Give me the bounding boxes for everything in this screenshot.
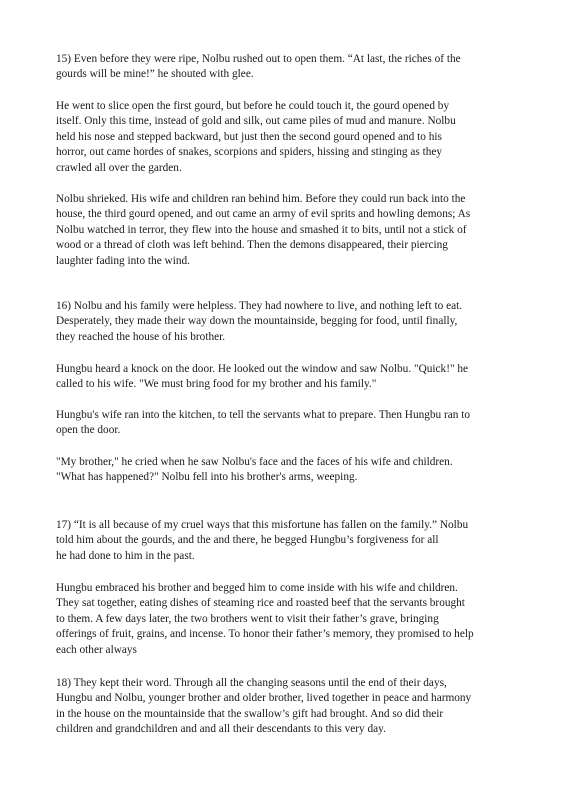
paragraph-17-embrace: Hungbu embraced his brother and begged him to come inside with his wife and children. They sat together, eating dishes of steaming rice and roasted beef that the servants brought to them. A few days later, the two brothers went to visit their father’s grave, bringing offerings of fruit, grains, and incense. To honor their father’s memory, they promised to help each other always [56, 582, 474, 656]
paragraph-16-kitchen: Hungbu's wife ran into the kitchen, to tell the servants what to prepare. Then Hungbu ran to open the door. [56, 409, 471, 437]
paragraph-16-helpless: 16) Nolbu and his family were helpless. They had nowhere to live, and nothing left to eat. Desperately, they made their way down the mountainside, begging for food, until finally, they reached the house of his brother. [56, 300, 463, 343]
paragraph-15-first-gourds: He went to slice open the first gourd, but before he could touch it, the gourd opened by itself. Only this time, instead of gold and silk, out came piles of mud and manure. Nolbu held his nose and stepped backward, but just then the second gourd opened and to his horror, out came hordes of snakes, scorpions and spiders, hissing and stinging as they crawled all over the garden. [56, 100, 456, 174]
paragraph-15-intro: 15) Even before they were ripe, Nolbu rushed out to open them. “At last, the riches of the gourds will be mine!” he shouted with glee. [56, 53, 461, 81]
paragraph-18-ending: 18) They kept their word. Through all the changing seasons until the end of their days, Hungbu and Nolbu, younger brother and older brother, lived together in peace and harmony in the house on the mountainside that the swallow’s gift had brought. And so did their children and grandchildren and and all their descendants to this very day. [56, 677, 472, 736]
paragraph-17-confession: 17) “It is all because of my cruel ways that this misfortune has fallen on the family.” Nolbu told him about the gourds, and the and there, he begged Hungbu’s forgiveness for all he had done to him in the past. [56, 519, 469, 562]
paragraph-15-third-gourd: Nolbu shrieked. His wife and children ran behind him. Before they could run back into the house, the third gourd opened, and out came an army of evil sprits and howling demons; As Nolbu watched in terror, they flew into the house and smashed it to bits, until not a stick of wood or a thread of cloth was left behind. Then the demons disappeared, their piercing laughter fading into the wind. [56, 193, 471, 267]
paragraph-16-weeping: "My brother," he cried when he saw Nolbu's face and the faces of his wife and children. "What has happened?" Nolbu fell into his brother's arms, weeping. [56, 456, 453, 484]
paragraph-16-knock: Hungbu heard a knock on the door. He looked out the window and saw Nolbu. "Quick!" he called to his wife. "We must bring food for my brother and his family." [56, 363, 469, 391]
